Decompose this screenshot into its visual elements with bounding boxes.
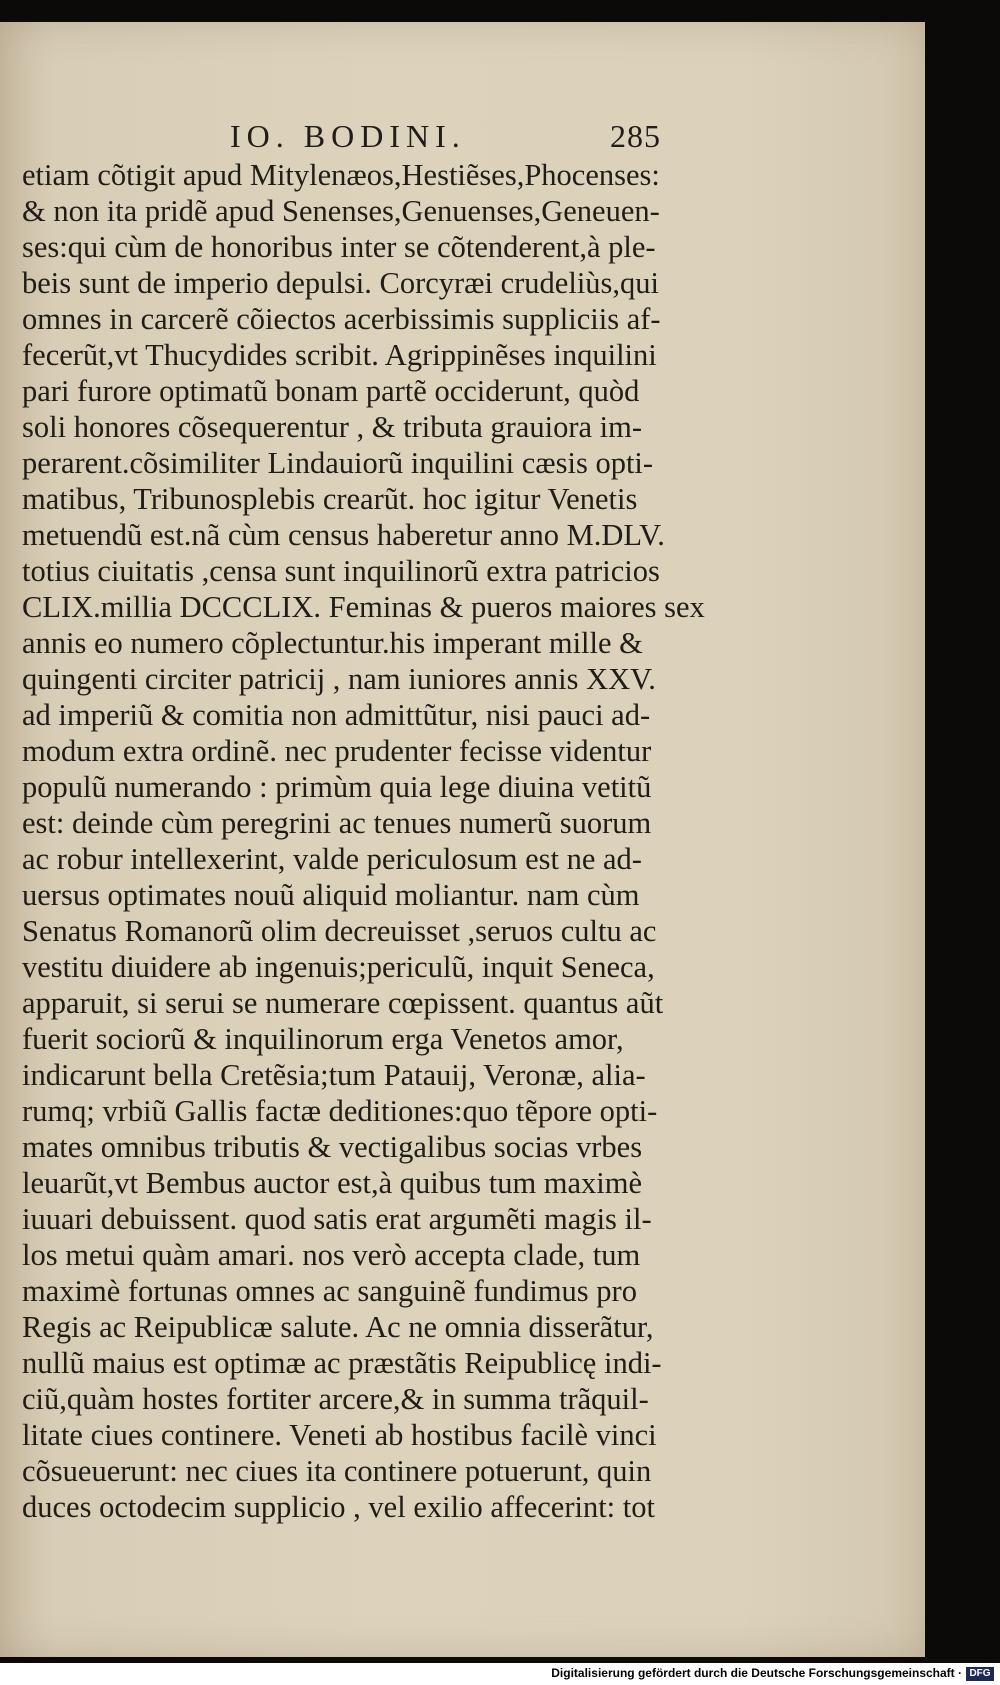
text-line: totius ciuitatis ,censa sunt inquilinorũ extra patricios	[22, 554, 660, 588]
digitization-footer	[0, 1663, 1000, 1685]
text-line: Senatus Romanorũ olim decreuisset ,seruos cultu ac	[22, 914, 657, 948]
text-line: CLIX.millia DCCCLIX. Feminas & pueros maiores sex	[22, 590, 705, 624]
text-line: rumq; vrbiũ Gallis factæ deditiones:quo tẽpore opti-	[22, 1094, 658, 1128]
text-line: etiam cõtigit apud Mitylenæos,Hestiẽses,Phocenses:	[22, 158, 660, 192]
text-line: est: deinde cùm peregrini ac tenues numerũ suorum	[22, 806, 652, 840]
text-line: leuarũt,vt Bembus auctor est,à quibus tum maximè	[22, 1166, 643, 1200]
footer-credit: Digitalisierung gefördert durch die Deutsche Forschungsgemeinschaft ·	[551, 1666, 962, 1680]
text-line: metuendũ est.nã cùm census haberetur anno M.DLV.	[22, 518, 665, 552]
text-line: pari furore optimatũ bonam partẽ occiderunt, quòd	[22, 374, 640, 408]
text-line: omnes in carcerẽ cõiectos acerbissimis suppliciis af-	[22, 302, 661, 336]
text-line: populũ numerando : primùm quia lege diuina vetitũ	[22, 770, 652, 804]
body-text	[22, 157, 705, 1525]
page-number: 285	[610, 118, 661, 154]
text-line: ses:qui cùm de honoribus inter se cõtenderent,à ple-	[22, 230, 656, 264]
text-line: beis sunt de imperio depulsi. Corcyræi crudeliùs,qui	[22, 266, 660, 300]
text-line: quingenti circiter patricij , nam iuniores annis XXV.	[22, 662, 656, 696]
text-line: duces octodecim supplicio , vel exilio affecerint: tot	[22, 1490, 655, 1524]
dfg-logo: DFG	[966, 1667, 994, 1681]
text-line: mates omnibus tributis & vectigalibus socias vrbes	[22, 1130, 643, 1164]
text-line: uersus optimates nouũ aliquid moliantur. nam cùm	[22, 878, 640, 912]
text-line: cõsueuerunt: nec ciues ita continere potuerunt, quin	[22, 1454, 652, 1488]
text-line: Regis ac Reipublicæ salute. Ac ne omnia disserãtur,	[22, 1310, 654, 1344]
running-head-title: IO. BODINI.	[230, 118, 466, 154]
text-line: vestitu diuidere ab ingenuis;periculũ, inquit Seneca,	[22, 950, 655, 984]
text-line: ac robur intellexerint, valde periculosum est ne ad-	[22, 842, 642, 876]
text-line: & non ita pridẽ apud Senenses,Genuenses,Geneuen-	[22, 194, 660, 228]
text-line: modum extra ordinẽ. nec prudenter fecisse videntur	[22, 734, 652, 768]
text-line: annis eo numero cõplectuntur.his imperant mille &	[22, 626, 643, 660]
text-line: ad imperiũ & comitia non admittũtur, nisi pauci ad-	[22, 698, 651, 732]
text-line: fecerũt,vt Thucydides scribit. Agrippinẽses inquilini	[22, 338, 657, 372]
text-line: iuuari debuissent. quod satis erat argumẽti magis il-	[22, 1202, 652, 1236]
text-line: fuerit sociorũ & inquilinorum erga Venetos amor,	[22, 1022, 624, 1056]
text-line: los metui quàm amari. nos verò accepta clade, tum	[22, 1238, 641, 1272]
text-line: apparuit, si serui se numerare cœpissent. quantus aũt	[22, 986, 664, 1020]
text-line: litate ciues continere. Veneti ab hostibus facilè vinci	[22, 1418, 657, 1452]
text-line: soli honores cõsequerentur , & tributa grauiora im-	[22, 410, 642, 444]
book-page	[0, 22, 925, 1657]
text-line: perarent.cõsimiliter Lindauiorũ inquilini cæsis opti-	[22, 446, 654, 480]
text-line: maximè fortunas omnes ac sanguinẽ fundimus pro	[22, 1274, 637, 1308]
text-line: nullũ maius est optimæ ac præstãtis Reipublicę indi-	[22, 1346, 662, 1380]
text-line: ciũ,quàm hostes fortiter arcere,& in summa trãquil-	[22, 1382, 649, 1416]
text-line: indicarunt bella Cretẽsia;tum Patauij, Veronæ, alia-	[22, 1058, 646, 1092]
text-line: matibus, Tribunosplebis crearũt. hoc igitur Venetis	[22, 482, 638, 516]
